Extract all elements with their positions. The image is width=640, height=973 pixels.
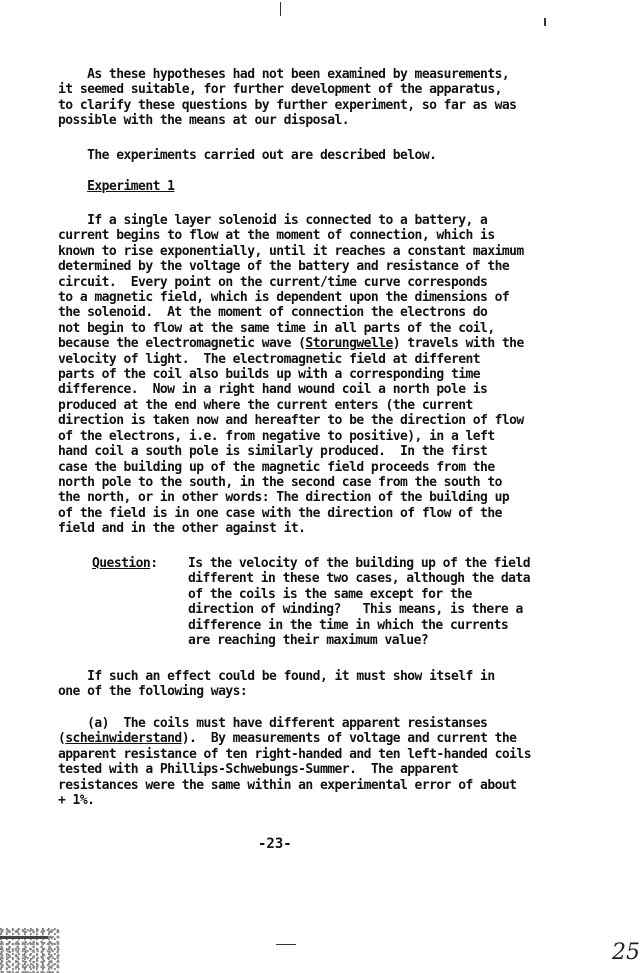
scan-mark-right (544, 18, 546, 26)
section-heading (58, 179, 570, 194)
term-scheinwiderstand: scheinwiderstand (65, 731, 182, 747)
term-storungwelle: Storungwelle (305, 336, 393, 352)
paragraph-resistance: (a) The coils must have different apparent resistanses (scheinwiderstand). By measurements of voltage and current the apparent resistance of ten right-handed and ten left-handed coils tested with a Phillips-Schwebungs-Summer. The apparent resistances were the same within an experimental error of about + 1%. (58, 716, 531, 809)
scan-mark-bottom (276, 944, 296, 945)
paragraph-intro: As these hypotheses had not been examined by measurements, it seemed suitable, for further development of the apparatus, to clarify these questions by further experiment, so far as was possible with the means at our disposal. (58, 67, 517, 129)
question-label: Question (92, 556, 151, 571)
heading-experiment-1: Experiment 1 (87, 179, 175, 194)
page-number: -23- (258, 836, 292, 852)
solenoid-text-start: If a single layer solenoid is connected to a battery, a current begins to flow at the moment of connection, which is known to rise exponentially, until it reaches a constant maximum determined by the voltage of the battery and resistance of the circuit. Every point on the current/time curve corresponds to a magnetic field, which is dependent upon the dimensions of the solenoid. At the moment of connection the electrons do not begin to flow at the same time in all parts of the coil, because the electromagnetic wave (58, 213, 524, 352)
handwritten-page-number: 25 (612, 940, 640, 965)
scan-speckle (0, 928, 60, 973)
paragraph-effect: If such an effect could be found, it must show itself in one of the following ways: (58, 669, 495, 700)
solenoid-text-end: travels with the velocity of light. The electromagnetic field at different parts of the coil also builds up with a corresponding time difference. Now in a right hand wound coil a north pole is produced at the end where the current enters (the current direction is taken now and hereafter to be the direction of flow of the electrons, i.e. from negative to positive), in a left hand coil a south pole is similarly produced. In the first case the building up of the magnetic field proceeds from the north pole to the south, in the second case from the south to the north, or in other words: The direction of the building up of the field is in one case with the direction of flow of the field and in the other against it. (58, 336, 524, 537)
scan-stripe (0, 936, 48, 939)
paragraph-solenoid: If a single layer solenoid is connected to a battery, a current begins to flow at the moment of connection, which is known to rise exponentially, until it reaches a constant maximum determined by the voltage of the battery and resistance of the circuit. Every point on the current/time curve corresponds to a magnetic field, which is dependent upon the dimensions of the solenoid. At the moment of connection the electrons do not begin to flow at the same time in all parts of the coil, because the electromagnetic wave (Storungwelle) travels with the velocity of light. The electromagnetic field at different parts of the coil also builds up with a corresponding time difference. Now in a right hand wound coil a north pole is produced at the end where the current enters (the current direction is taken now and hereafter to be the direction of flow of the electrons, i.e. from negative to positive), in a left hand coil a south pole is similarly produced. In the first case the building up of the magnetic field proceeds from the north pole to the south, in the second case from the south to the north, or in other words: The direction of the building up of the field is in one case with the direction of flow of the field and in the other against it. (58, 213, 524, 537)
resistance-text-end: . By measurements of voltage and current the apparent resistance of ten right-handed and ten left-handed coils tested with a Phillips-Schwebungs-Summer. The apparent resistances were the same within an experimental error of about + 1%. (58, 731, 531, 809)
question-text: Is the velocity of the building up of the field different in these two cases, although the data of the coils is the same except for the direction of winding? This means, is there a difference in the time in which the currents are reaching their maximum value? (188, 556, 531, 649)
paragraph-experiments: The experiments carried out are described below. (58, 148, 437, 163)
resistance-text-start: (a) The coils must have different apparent resistanses (87, 716, 488, 731)
question-label-block: Question: (92, 556, 158, 571)
scan-mark-top (280, 2, 281, 16)
